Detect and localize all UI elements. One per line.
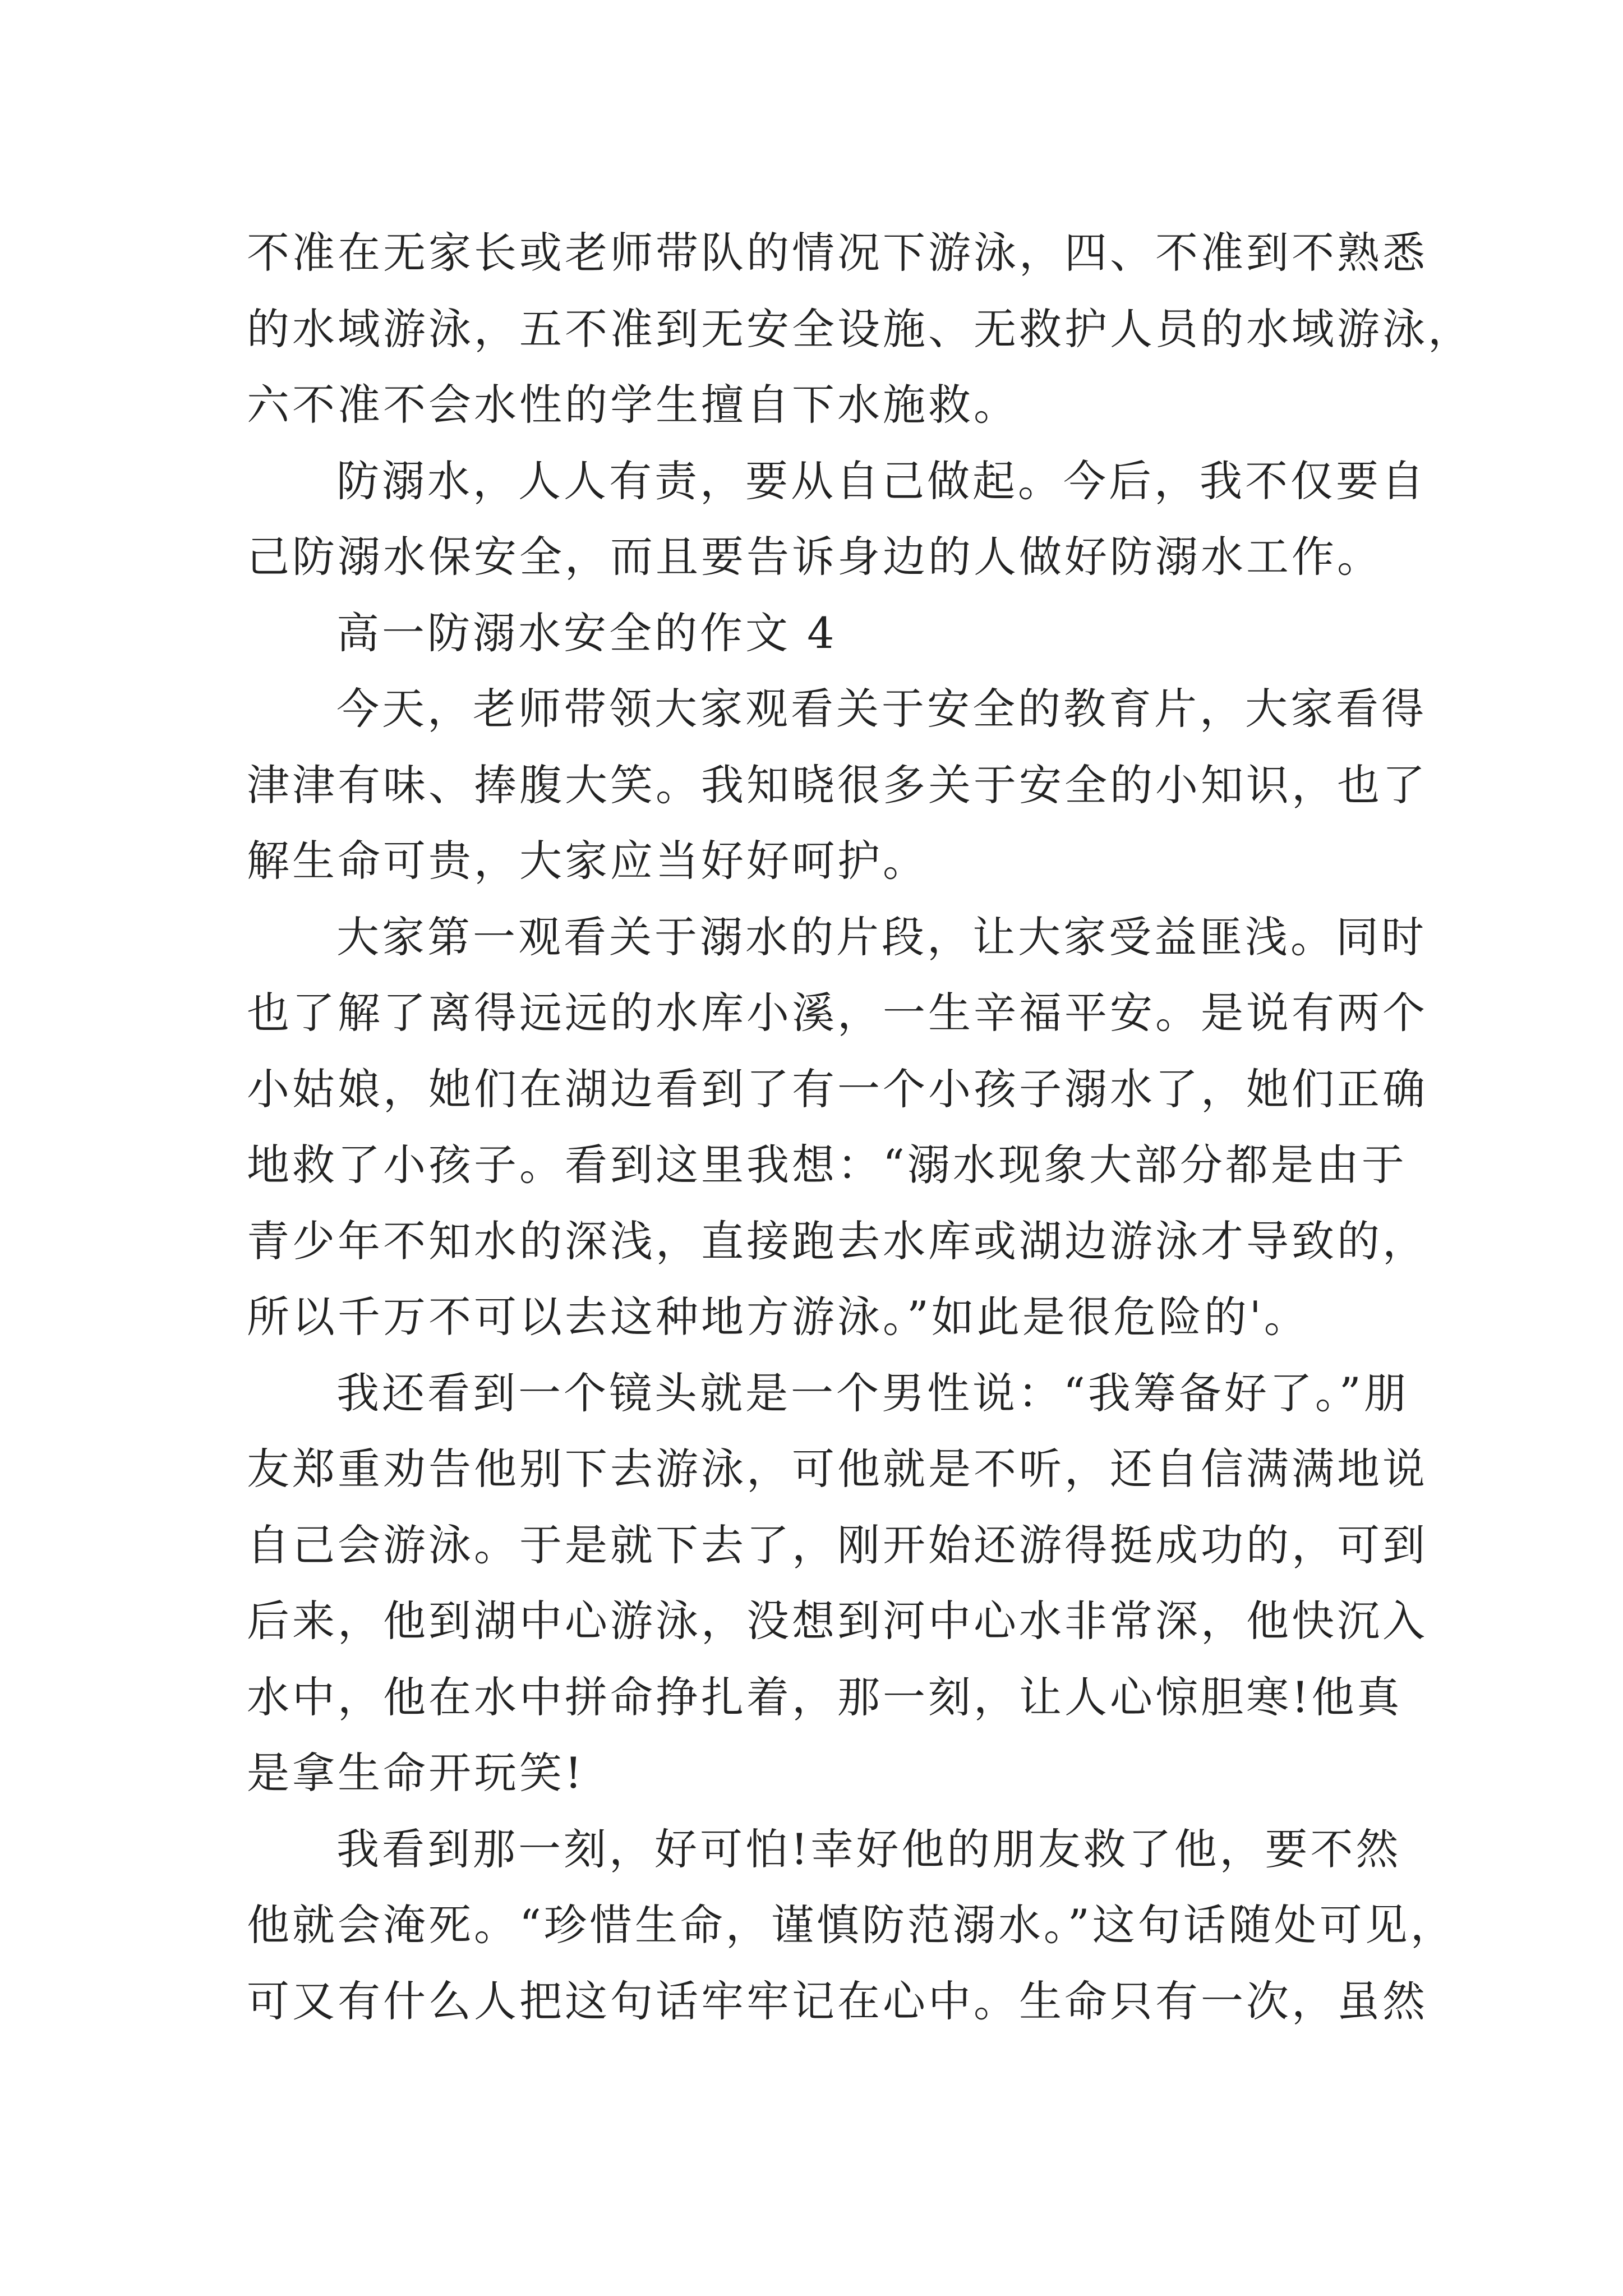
text-line: 解生命可贵，大家应当好好呵护。	[247, 836, 928, 886]
text-line: 青少年不知水的深浅，直接跑去水库或湖边游泳才导致的，	[247, 1216, 1428, 1266]
document-body	[247, 215, 1473, 2039]
text-line: 自己会游泳。于是就下去了，刚开始还游得挺成功的，可到	[247, 1520, 1428, 1570]
text-line: 可又有什么人把这句话牢牢记在心中。生命只有一次，虽然	[247, 1976, 1428, 2026]
text-line: 他就会淹死。“珍惜生命，谨慎防范溺水。”这句话随处可见，	[247, 1900, 1456, 1950]
text-line: 己防溺水保安全，而且要告诉身边的人做好防溺水工作。	[247, 532, 1382, 582]
text-line: 小姑娘，她们在湖边看到了有一个小孩子溺水了，她们正确	[247, 1064, 1428, 1114]
paragraph-first-line: 我还看到一个镜头就是一个男性说：“我筹备好了。”朋	[336, 1368, 1409, 1418]
paragraph-first-line: 高一防溺水安全的作文 4	[336, 608, 837, 658]
paragraph-first-line: 今天，老师带领大家观看关于安全的教育片，大家看得	[336, 684, 1427, 734]
text-line: 是拿生命开玩笑!	[247, 1748, 585, 1798]
paragraph-first-line: 防溺水，人人有责，要从自己做起。今后，我不仅要自	[336, 455, 1427, 506]
text-line: 后来，他到湖中心游泳，没想到河中心水非常深，他快沉入	[247, 1596, 1428, 1646]
text-line: 六不准不会水性的学生擅自下水施救。	[247, 380, 1019, 430]
text-line: 津津有味、捧腹大笑。我知晓很多关于安全的小知识，也了	[247, 760, 1428, 810]
text-line: 友郑重劝告他别下去游泳，可他就是不听，还自信满满地说	[247, 1444, 1428, 1494]
paragraph-first-line: 大家第一观看关于溺水的片段，让大家受益匪浅。同时	[336, 912, 1427, 962]
text-line: 也了解了离得远远的水库小溪，一生辛福平安。是说有两个	[247, 988, 1428, 1038]
text-line: 不准在无家长或老师带队的情况下游泳，四、不准到不熟悉	[247, 228, 1428, 278]
paragraph-first-line: 我看到那一刻，好可怕!幸好他的朋友救了他，要不然	[336, 1824, 1401, 1874]
text-line: 地救了小孩子。看到这里我想：“溺水现象大部分都是由于	[247, 1140, 1407, 1190]
text-line: 水中，他在水中拼命挣扎着，那一刻，让人心惊胆寒!他真	[247, 1672, 1403, 1722]
text-line: 所以千万不可以去这种地方游泳。”如此是很危险的'。	[247, 1292, 1310, 1342]
text-line: 的水域游泳，五不准到无安全设施、无救护人员的水域游泳，	[247, 303, 1473, 354]
